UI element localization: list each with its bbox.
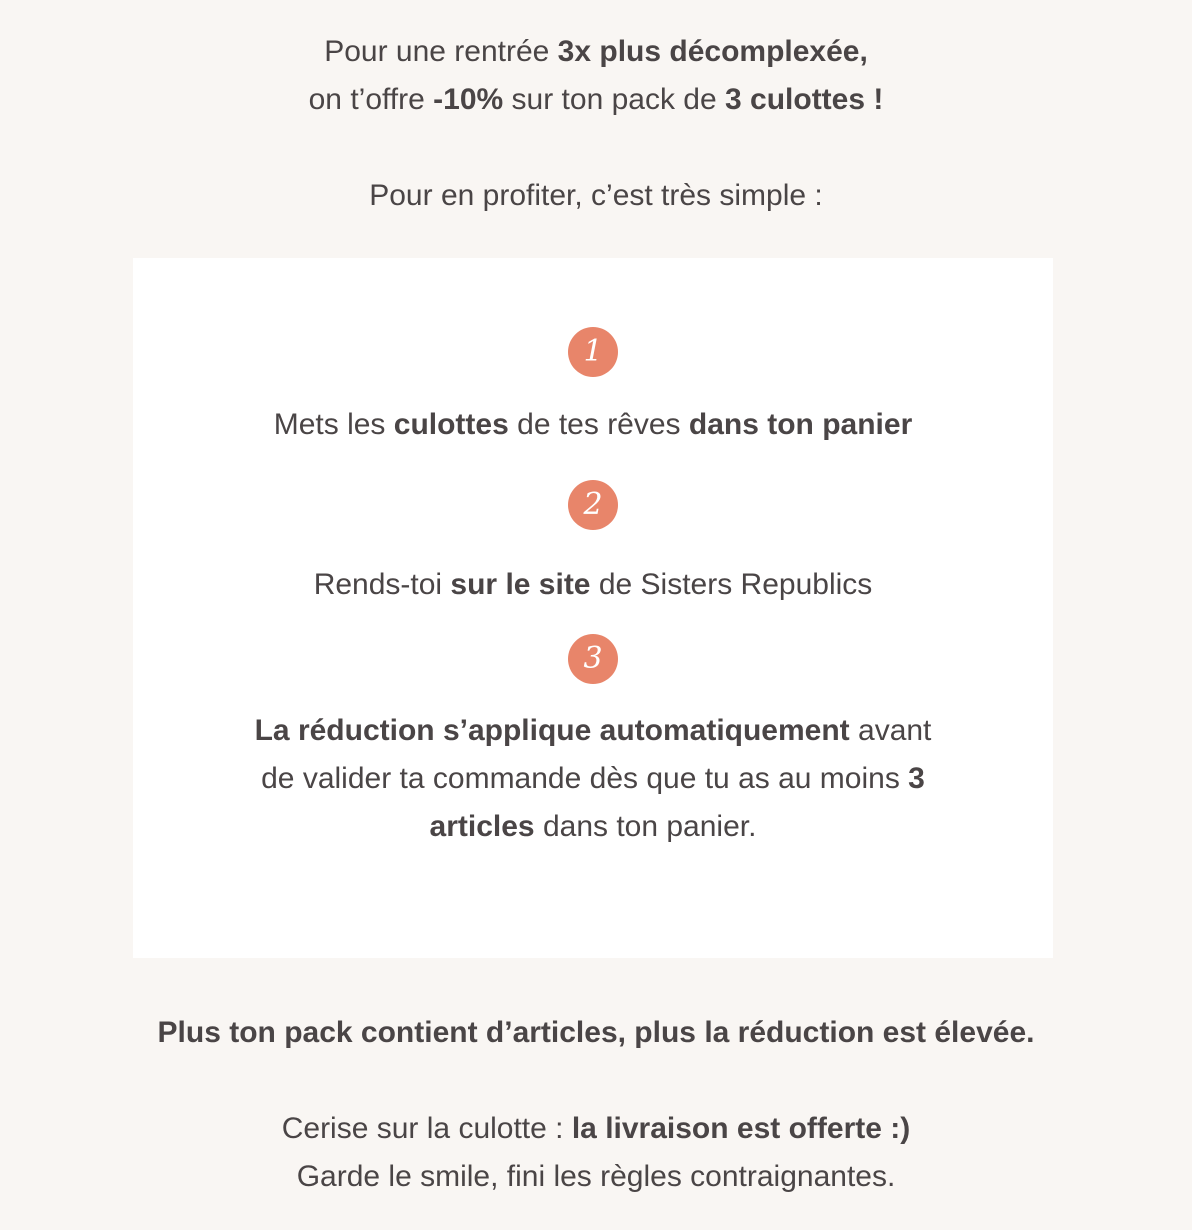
intro-line-1: Pour une rentrée 3x plus décomplexée,: [324, 35, 868, 68]
step-3-line-2: de valider ta commande dès que tu as au moins 3: [261, 762, 925, 795]
step-1-text: Mets les culottes de tes rêves dans ton panier: [273, 408, 913, 441]
footer-bold-line: Plus ton pack contient d’articles, plus la réduction est élevée.: [157, 1016, 1035, 1049]
intro-line-2: on t’offre -10% sur ton pack de 3 culottes !: [308, 83, 884, 116]
step-3-line-1: La réduction s’applique automatiquement avant: [254, 714, 932, 747]
step-1-badge: 1: [568, 327, 618, 377]
step-2-badge: 2: [568, 480, 618, 530]
footer-line-2: Cerise sur la culotte : la livraison est offerte :): [281, 1112, 911, 1145]
step-3-badge: 3: [568, 634, 618, 684]
footer-line-3: Garde le smile, fini les règles contraignantes.: [296, 1160, 896, 1193]
step-2-text: Rends-toi sur le site de Sisters Republics: [313, 568, 873, 601]
intro-line-3: Pour en profiter, c’est très simple :: [369, 179, 823, 212]
steps-card: [133, 258, 1053, 958]
step-3-line-3: articles dans ton panier.: [429, 810, 757, 843]
